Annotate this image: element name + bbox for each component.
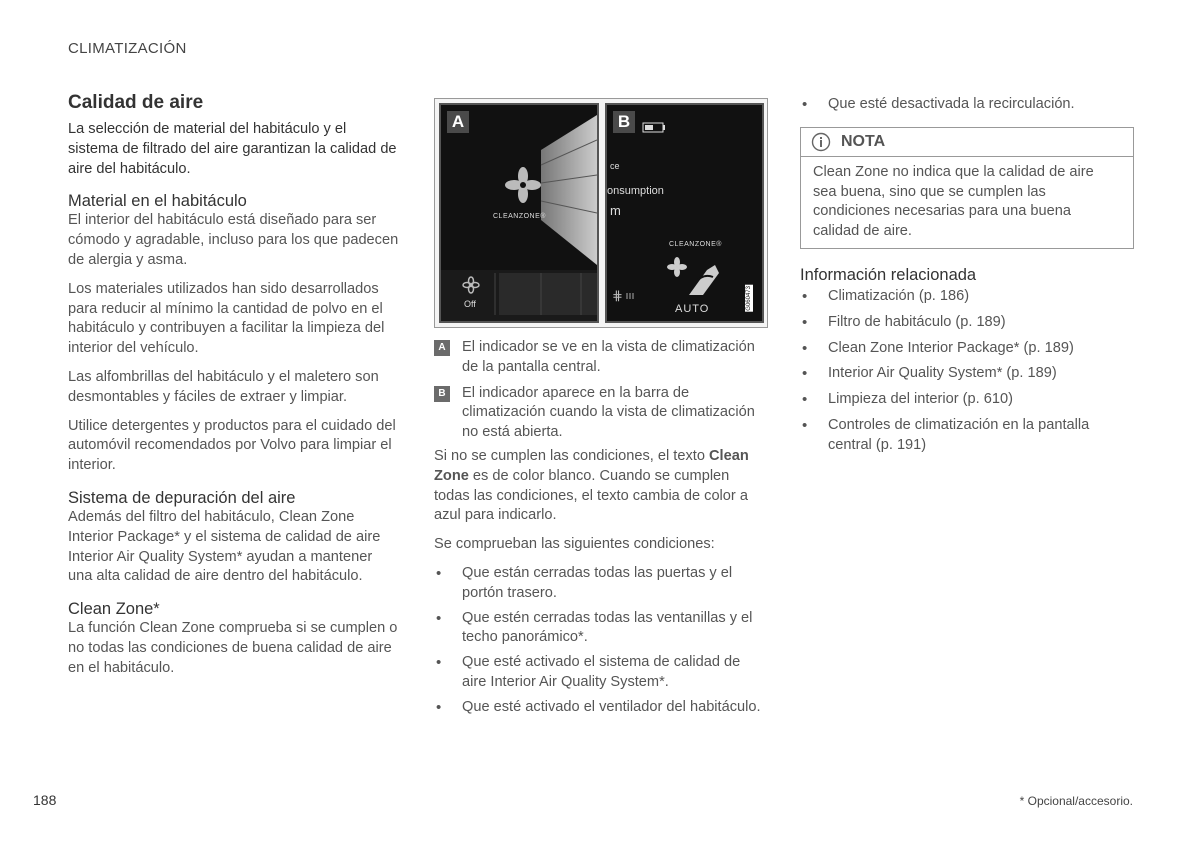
clean-zone-logo-a: CLEANZONE® <box>493 213 546 220</box>
climate-display-figure <box>434 98 768 328</box>
material-p2: Los materiales utilizados han sido desarrollados para reducir al mínimo la cantidad de polvo en el habitáculo y contribuyen a facilitar la limpieza del interior del vehículo. <box>68 280 385 357</box>
fan-icon-b <box>667 257 687 277</box>
panel-a-label: A <box>447 111 469 133</box>
text-run: Si no se cumplen las condiciones, el texto <box>434 447 710 464</box>
material-p1: El interior del habitáculo está diseñado para ser cómodo y agradable, incluso para los que padecen de alergia y asma. <box>68 212 399 268</box>
footnote: * Opcional/accesorio. <box>1019 794 1133 808</box>
figure-code: G060473 <box>746 286 752 311</box>
heading-depuracion: Sistema de depuración del aire <box>68 488 296 507</box>
note-box <box>800 127 1134 249</box>
clean-zone-term: Clean Zone <box>434 447 749 484</box>
note-text: Clean Zone no indica que la calidad de aire sea buena, sino que se cumplen las condiciones necesarias para una buena calidad de aire. <box>813 163 1094 240</box>
svg-text:⋕: ⋕ <box>612 289 623 304</box>
related-list <box>800 287 1134 456</box>
related-link[interactable]: • Controles de climatización en la pantalla central (p. 191) <box>800 416 1134 456</box>
material-p3: Las alfombrillas del habitáculo y el maletero son desmontables y fáciles de extraer y limpiar. <box>68 368 379 405</box>
panel-b-graphic <box>607 105 762 321</box>
page-number: 188 <box>33 792 57 808</box>
material-p4: Utilice detergentes y productos para el cuidado del automóvil recomendados por Volvo para limpiar el interior. <box>68 417 396 474</box>
off-label: Off <box>464 299 476 309</box>
running-header: CLIMATIZACIÓN <box>68 40 187 57</box>
caption-a <box>434 338 768 378</box>
partial-text-m: m <box>610 203 621 218</box>
auto-label: AUTO <box>675 303 710 315</box>
caption-b <box>434 384 768 443</box>
fan-icon <box>505 167 541 203</box>
intro-paragraph: La selección de material del habitáculo y el sistema de filtrado del aire garantizan la calidad de aire del habitáculo. <box>68 121 397 177</box>
related-link[interactable]: • Climatización (p. 186) <box>800 287 1134 307</box>
depuracion-p1: Además del filtro del habitáculo, Clean Zone Interior Package* y el sistema de calidad de aire Interior Air Quality System* ayudan a mantener una alta calidad de aire dentro del habitáculo. <box>68 508 381 585</box>
related-link[interactable]: • Interior Air Quality System* (p. 189) <box>800 364 1134 384</box>
caption-a-tag: A <box>434 340 450 356</box>
conditions-list-continued <box>800 95 1134 115</box>
note-header <box>801 128 1133 157</box>
column-right <box>800 95 1134 462</box>
seat-airflow-icon <box>689 265 719 295</box>
panel-a-climate-view <box>439 103 599 323</box>
clean-zone-logo-b: CLEANZONE® <box>669 241 722 248</box>
conditions-list <box>434 564 768 718</box>
list-item: • Que esté desactivada la recirculación. <box>800 95 1134 115</box>
heading-clean-zone: Clean Zone* <box>68 600 160 619</box>
clean-zone-color-paragraph <box>434 447 768 526</box>
related-link[interactable]: • Limpieza del interior (p. 610) <box>800 390 1134 410</box>
partial-text-consumption: onsumption <box>607 185 664 197</box>
list-item: • Que esté activado el sistema de calidad de aire Interior Air Quality System*. <box>434 653 768 693</box>
panel-b-label: B <box>613 111 635 133</box>
list-item: • Que estén cerradas todas las ventanillas y el techo panorámico*. <box>434 609 768 649</box>
list-item: • Que esté activado el ventilador del habitáculo. <box>434 698 768 718</box>
partial-text-ce: ce <box>610 161 620 171</box>
clean-zone-p1: La función Clean Zone comprueba si se cumplen o no todas las condiciones de buena calidad de aire en el habitáculo. <box>68 620 398 676</box>
info-icon <box>811 132 831 152</box>
airflow-beam <box>541 115 597 265</box>
note-body <box>801 157 1133 248</box>
column-left <box>68 92 400 679</box>
related-link[interactable]: • Clean Zone Interior Package* (p. 189) <box>800 339 1134 359</box>
column-middle <box>434 98 768 723</box>
note-title: NOTA <box>841 132 886 150</box>
caption-b-tag: B <box>434 386 450 402</box>
panel-b-climate-bar <box>605 103 764 323</box>
related-heading: Información relacionada <box>800 265 977 284</box>
caption-a-text: El indicador se ve en la vista de climatización de la pantalla central. <box>462 339 755 375</box>
text-run: es de color blanco. Cuando se cumplen todas las condiciones, el texto cambia de color a azul para indicarlo. <box>434 467 748 524</box>
related-link[interactable]: • Filtro de habitáculo (p. 189) <box>800 313 1134 333</box>
heading-material: Material en el habitáculo <box>68 192 247 211</box>
caption-b-text: El indicador aparece en la barra de climatización cuando la vista de climatización no está abierta. <box>462 384 755 441</box>
page-title: Calidad de aire <box>68 92 204 113</box>
conditions-intro: Se comprueban las siguientes condiciones: <box>434 536 715 553</box>
list-item: • Que están cerradas todas las puertas y el portón trasero. <box>434 564 768 604</box>
